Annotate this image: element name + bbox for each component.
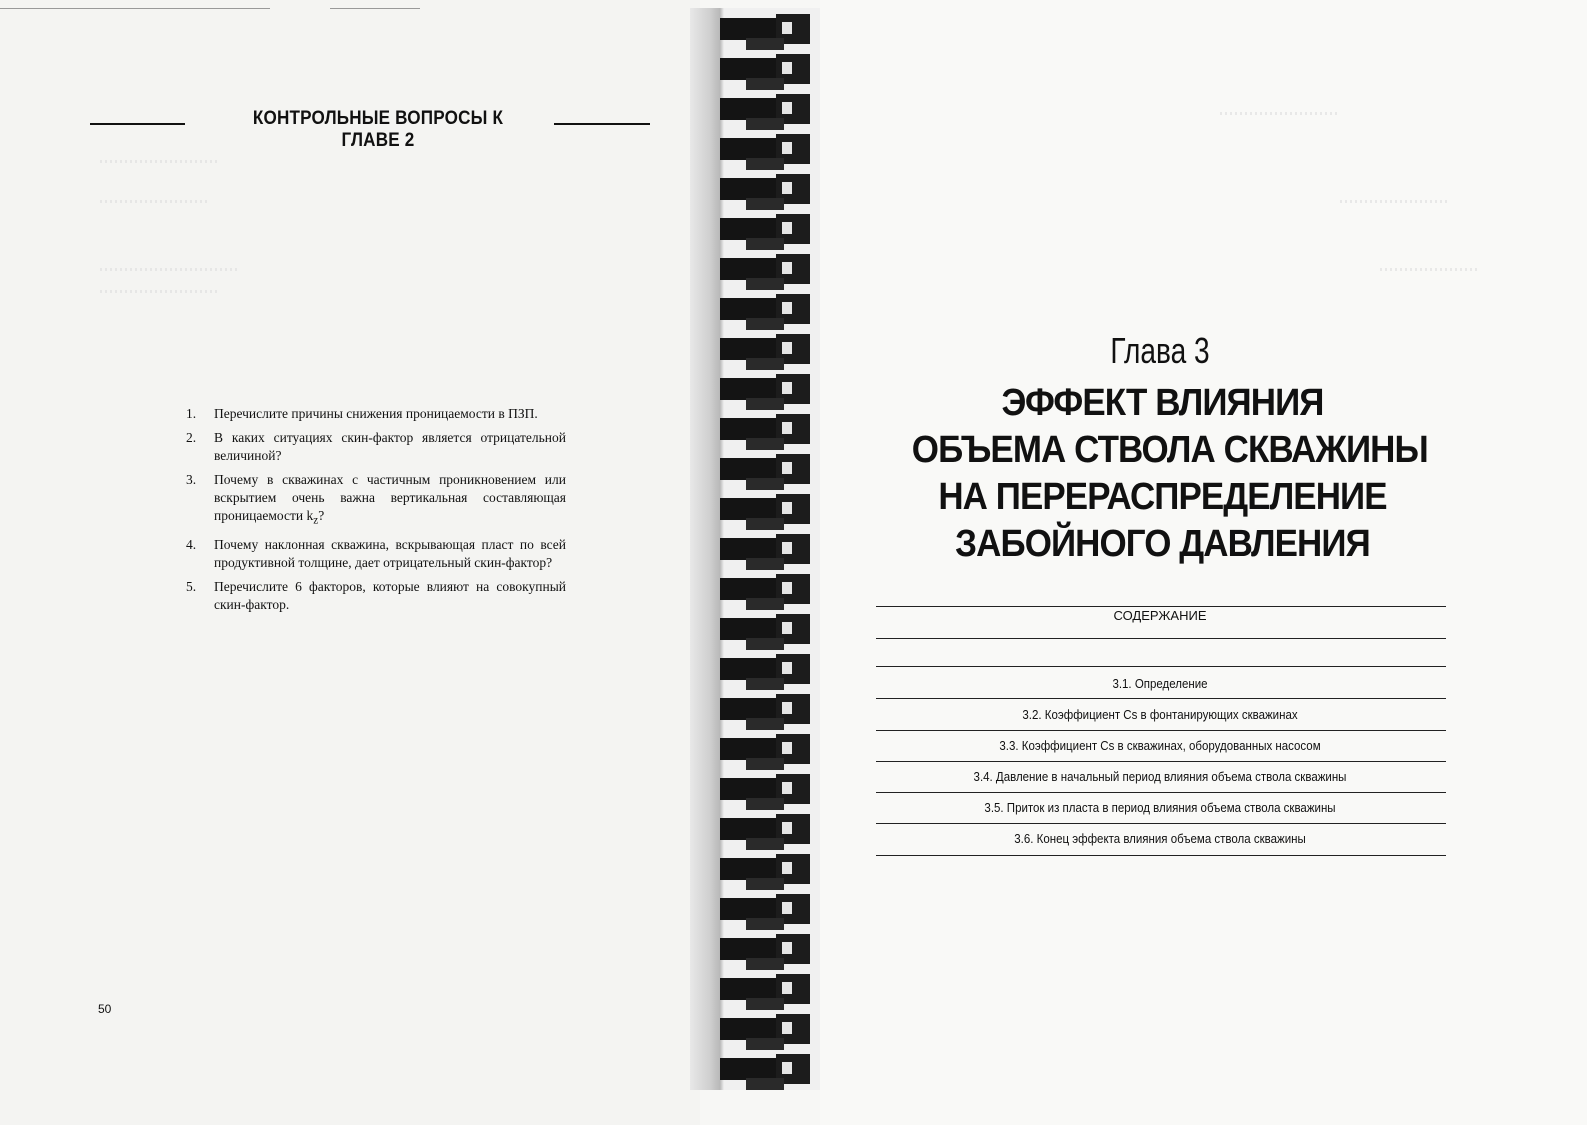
question-text: Перечислите причины снижения проницаемости в ПЗП. xyxy=(214,406,538,421)
contents-heading: СОДЕРЖАНИЕ xyxy=(1113,608,1207,623)
binding-coil xyxy=(720,854,810,890)
toc-item: 3.1. Определение xyxy=(1112,677,1208,691)
binding-coil xyxy=(720,894,810,930)
question-text: В каких ситуациях скин-фактор является отрицательной величиной? xyxy=(214,430,566,463)
question-item xyxy=(186,405,566,423)
header-rule-left xyxy=(90,123,185,125)
toc-rule xyxy=(876,823,1446,824)
section-header xyxy=(90,108,650,151)
chapter-title-line: ОБЪЕМА СТВОЛА СКВАЖИНЫ xyxy=(911,429,1428,471)
bleed-through xyxy=(1220,112,1340,115)
question-list xyxy=(186,405,566,620)
toc-rule xyxy=(876,638,1446,639)
subscript: z xyxy=(313,514,319,527)
question-text: Перечислите 6 факторов, которые влияют на совокупный скин-фактор. xyxy=(214,578,566,612)
question-item xyxy=(186,578,566,614)
question-number: 5. xyxy=(186,578,197,594)
toc-item: 3.3. Коэффициент Cs в скважинах, оборудованных насосом xyxy=(999,739,1321,753)
chapter-title-line: НА ПЕРЕРАСПРЕДЕЛЕНИЕ xyxy=(938,476,1387,518)
toc-rule xyxy=(876,606,1446,607)
toc-item: 3.6. Конец эффекта влияния объема ствола скважины xyxy=(1014,832,1306,846)
question-number: 3. xyxy=(186,472,197,487)
binding-coil xyxy=(720,414,810,450)
left-page xyxy=(0,0,700,1125)
section-header-title: КОНТРОЛЬНЫЕ ВОПРОСЫ К ГЛАВЕ 2 xyxy=(252,108,504,151)
chapter-label: Глава 3 xyxy=(1110,330,1210,371)
question-number: 2. xyxy=(186,430,197,445)
binding-coil xyxy=(720,814,810,850)
binding-coil xyxy=(720,654,810,690)
chapter-title-line: ЗАБОЙНОГО ДАВЛЕНИЯ xyxy=(955,523,1370,565)
toc-item: 3.4. Давление в начальный период влияния объема ствола скважины xyxy=(973,770,1347,784)
binding-coil xyxy=(720,494,810,530)
binding-coil xyxy=(720,334,810,370)
toc-rule xyxy=(876,792,1446,793)
chapter-title xyxy=(911,380,1428,568)
toc-rule xyxy=(876,730,1446,731)
toc-rule xyxy=(876,761,1446,762)
toc-rule xyxy=(876,666,1446,667)
question-text: Почему наклонная скважина, вскрывающая пласт по всей продуктивной толщине, дает отрицательный скин-фактор? xyxy=(214,536,566,570)
chapter-title-line: ЭФФЕКТ ВЛИЯНИЯ xyxy=(1001,382,1324,424)
toc-rule xyxy=(876,855,1446,856)
bleed-through xyxy=(100,290,220,293)
toc-item: 3.2. Коэффициент Cs в фонтанирующих скважинах xyxy=(1022,708,1298,722)
binding-coil xyxy=(720,974,810,1010)
question-text-tail: ? xyxy=(318,508,325,523)
bleed-through xyxy=(1340,200,1450,203)
binding-coil xyxy=(720,1054,810,1090)
binding-coil xyxy=(720,694,810,730)
bleed-through xyxy=(100,160,220,163)
binding-coil xyxy=(720,254,810,290)
binding-coil xyxy=(720,214,810,250)
binding-coil xyxy=(720,14,810,50)
binding-coil xyxy=(720,294,810,330)
binding-coil xyxy=(720,534,810,570)
binding-coil xyxy=(720,374,810,410)
page-number: 50 xyxy=(98,1002,112,1016)
binding-coil xyxy=(720,934,810,970)
binding-coil xyxy=(720,54,810,90)
bleed-through xyxy=(100,268,240,271)
top-edge-rule xyxy=(330,8,420,9)
top-edge-rule xyxy=(0,8,270,9)
toc-rule xyxy=(876,698,1446,699)
question-number: 4. xyxy=(186,536,197,552)
binding-coil xyxy=(720,574,810,610)
spiral-binding xyxy=(690,8,825,1090)
question-number: 1. xyxy=(186,406,197,421)
header-rule-right xyxy=(554,123,650,125)
binding-coil xyxy=(720,134,810,170)
toc-item: 3.5. Приток из пласта в период влияния объема ствола скважины xyxy=(984,801,1336,815)
binding-coil xyxy=(720,614,810,650)
question-item xyxy=(186,429,566,465)
question-text: Почему в скважинах с частичным проникновением или вскрытием очень важна вертикальная составляющая проницаемости k xyxy=(214,472,566,523)
question-item xyxy=(186,471,566,530)
question-item xyxy=(186,536,566,572)
binding-coil xyxy=(720,94,810,130)
binding-coil xyxy=(720,174,810,210)
bleed-through xyxy=(1380,268,1480,271)
binding-coil xyxy=(720,454,810,490)
binding-coil xyxy=(720,734,810,770)
binding-coil xyxy=(720,1014,810,1050)
bleed-through xyxy=(100,200,210,203)
binding-coil xyxy=(720,774,810,810)
